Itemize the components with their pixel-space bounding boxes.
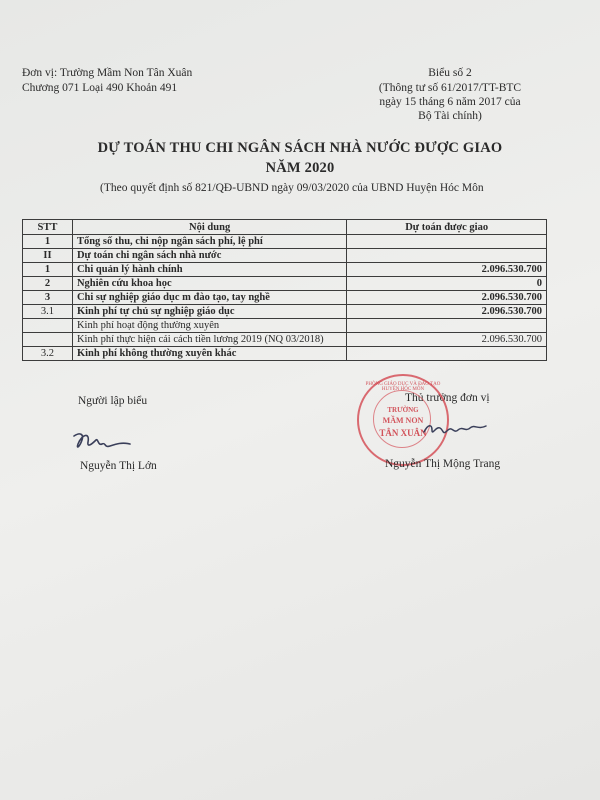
circular-line-2: ngày 15 tháng 6 năm 2017 của [379,96,521,108]
row-stt: 2 [23,277,73,291]
row-amount [347,319,547,333]
row-amount: 2.096.530.700 [347,333,547,347]
row-stt: 3.1 [23,305,73,319]
head-name: Nguyễn Thị Mộng Trang [385,458,501,470]
school-stamp: PHÒNG GIÁO DỤC VÀ ĐÀO TẠO HUYỆN HÓC MÔN TRƯỜNG MẦM NON TÂN XUÂN [357,374,449,466]
decision-reference: (Theo quyết định số 821/QĐ-UBND ngày 09/03/2020 của UBND Huyện Hóc Môn [100,182,484,194]
header-content: Nội dung [72,220,346,235]
table-row [23,291,547,305]
row-amount: 2.096.530.700 [347,305,547,319]
preparer-role: Người lập biểu [78,395,148,407]
row-amount: 2.096.530.700 [347,263,547,277]
row-stt [23,333,73,347]
header-stt: STT [23,220,73,235]
table-row [23,347,547,361]
row-amount [347,235,547,249]
row-amount [347,347,547,361]
head-signature [420,418,490,440]
row-amount: 2.096.530.700 [347,291,547,305]
unit-label: Đơn vị: Trường Mầm Non Tân Xuân [22,67,193,79]
head-role: Thủ trưởng đơn vị [405,392,490,404]
row-content: Kinh phí thực hiện cải cách tiền lương 2019 (NQ 03/2018) [72,333,346,347]
row-stt: II [23,249,73,263]
header-amount: Dự toán được giao [347,220,547,235]
document-year: NĂM 2020 [265,160,335,176]
budget-table [22,219,547,361]
row-stt [23,319,73,333]
row-stt: 1 [23,235,73,249]
table-row [23,235,547,249]
form-number: Biểu số 2 [428,67,472,79]
circular-line-1: (Thông tư số 61/2017/TT-BTC [378,82,522,94]
table-row [23,333,547,347]
row-amount: 0 [347,277,547,291]
row-stt: 3.2 [23,347,73,361]
row-content: Kinh phí hoạt động thường xuyên [72,319,346,333]
table-row [23,319,547,333]
row-content: Dự toán chi ngân sách nhà nước [72,249,346,263]
row-content: Nghiên cứu khoa học [72,277,346,291]
table-row [23,277,547,291]
row-amount [347,249,547,263]
row-stt: 3 [23,291,73,305]
document-title: DỰ TOÁN THU CHI NGÂN SÁCH NHÀ NƯỚC ĐƯỢC GIAO [97,140,503,156]
row-stt: 1 [23,263,73,277]
row-content: Chi sự nghiệp giáo dục m đào tạo, tay nghề [72,291,346,305]
table-row [23,249,547,263]
row-content: Kinh phí tự chủ sự nghiệp giáo dục [72,305,346,319]
chapter-label: Chương 071 Loại 490 Khoản 491 [22,82,178,94]
circular-line-3: Bộ Tài chính) [418,110,482,122]
row-content: Tổng số thu, chi nộp ngân sách phí, lệ phí [72,235,346,249]
row-content: Chi quản lý hành chính [72,263,346,277]
row-content: Kinh phí không thường xuyên khác [72,347,346,361]
preparer-name: Nguyễn Thị Lớn [80,460,157,472]
table-row [23,305,547,319]
table-header-row [23,220,547,235]
table-row [23,263,547,277]
preparer-signature [70,428,140,456]
